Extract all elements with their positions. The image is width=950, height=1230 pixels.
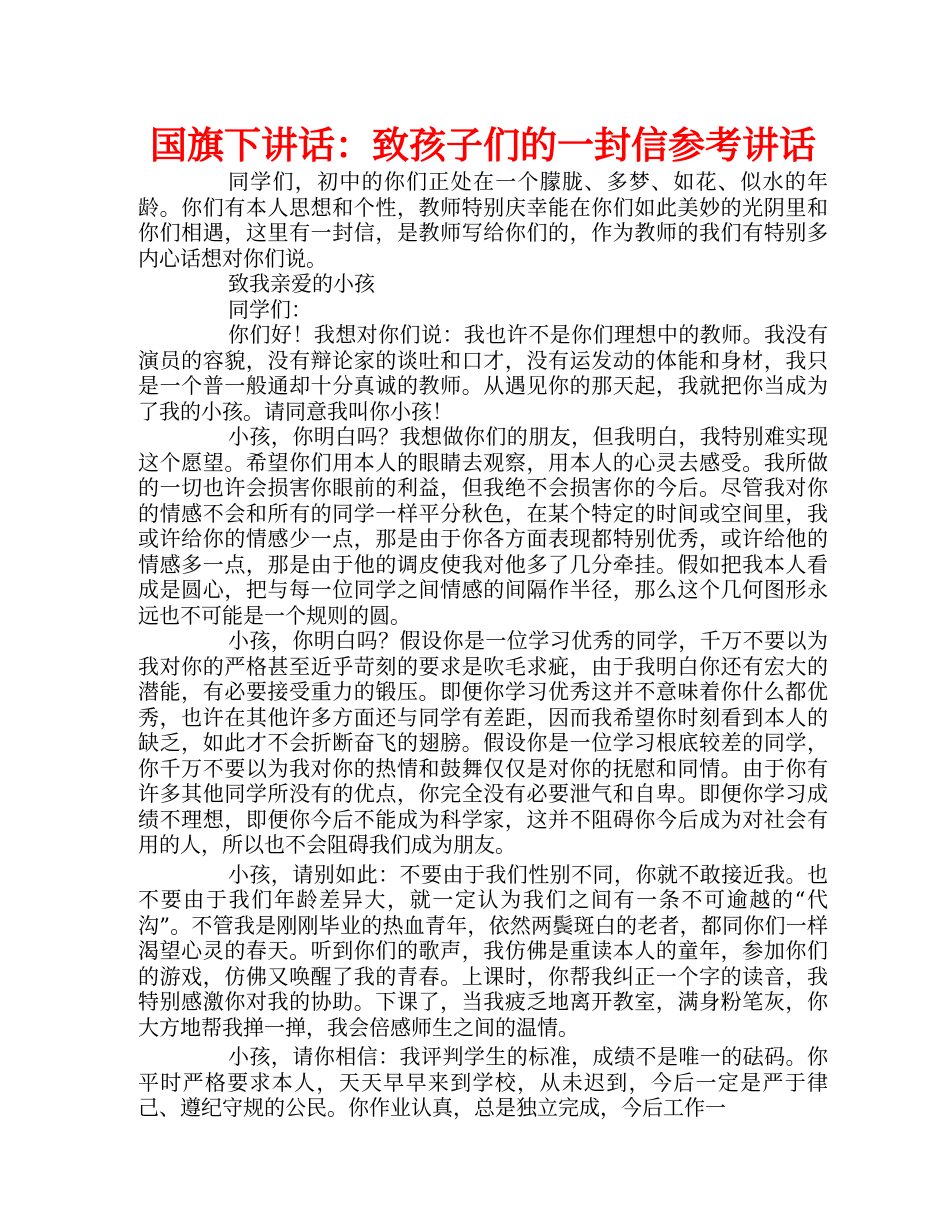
paragraph-salutation: 致我亲爱的小孩 [228, 272, 375, 296]
paragraph-addressee: 同学们： [228, 297, 312, 322]
paragraph-closeness: 小孩，请别如此：不要由于我们性别不同，你就不敢接近我。也不要由于我们年龄差异大，就一定认为我们之间有一条不可逾越的“代沟”。不管我是刚刚毕业的热血青年，依然两鬓斑白的老者，都同你们一样渴望心灵的春天。听到你们的歌声，我仿佛是重读本人的童年，参加你们的游戏，仿佛又唤醒了我的青春。上课时，你帮我纠正一个字的读音，我特别感激你对我的协助。下课了，当我疲乏地离开教室，满身粉笔灰，你大方地帮我掸一掸，我会倍感师生之间的温情。 [138, 862, 828, 1040]
paragraph-standards: 小孩，请你相信：我评判学生的标准，成绩不是唯一的砝码。你平时严格要求本人，天天早早来到学校，从未迟到，今后一定是严于律己、遵纪守规的公民。你作业认真，总是独立完成，今后工作一 [138, 1045, 828, 1120]
document-title: 国旗下讲话：致孩子们的一封信参考讲话 [150, 124, 816, 167]
paragraph-greeting: 你们好！我想对你们说：我也许不是你们理想中的教师。我没有演员的容貌，没有辩论家的谈吐和口才，没有运发动的体能和身材，我只是一个普一般通却十分真诚的教师。从遇见你的那天起，我就把你当成为了我的小孩。请同意我叫你小孩！ [138, 323, 828, 424]
paragraph-students: 小孩，你明白吗？假设你是一位学习优秀的同学，千万不要以为我对你的严格甚至近乎苛刻的要求是吹毛求疵，由于我明白你还有宏大的潜能，有必要接受重力的锻压。即便你学习优秀这并不意味着你什么都优秀，也许在其他许多方面还与同学有差距，因而我希望你时刻看到本人的缺乏，如此才不会折断奋飞的翅膀。假设你是一位学习根底较差的同学，你千万不要以为我对你的热情和鼓舞仅仅是对你的抚慰和同情。由于你有许多其他同学所没有的优点，你完全没有必要泄气和自卑。即便你学习成绩不理想，即便你今后不能成为科学家，这并不阻碍你今后成为对社会有用的人，所以也不会阻碍我们成为朋友。 [138, 629, 828, 857]
document-body [138, 170, 828, 1122]
document-page [138, 122, 828, 1122]
paragraph-friendship: 小孩，你明白吗？我想做你们的朋友，但我明白，我特别难实现这个愿望。希望你们用本人的眼睛去观察，用本人的心灵去感受。我所做的一切也许会损害你眼前的利益，但我绝不会损害你的今后。尽管我对你的情感不会和所有的同学一样平分秋色，在某个特定的时间或空间里，我或许给你的情感少一点，那是由于你各方面表现都特别优秀，或许给他的情感多一点，那是由于他的调皮使我对他多了几分牵挂。假如把我本人看成是圆心，把与每一位同学之间情感的间隔作半径，那么这个几何图形永远也不可能是一个规则的圆。 [138, 425, 828, 628]
paragraph-intro: 同学们，初中的你们正处在一个朦胧、多梦、如花、似水的年龄。你们有本人思想和个性，教师特别庆幸能在你们如此美妙的光阴里和你们相遇，这里有一封信，是教师写给你们的，作为教师的我们有特别多内心话想对你们说。 [138, 170, 828, 271]
